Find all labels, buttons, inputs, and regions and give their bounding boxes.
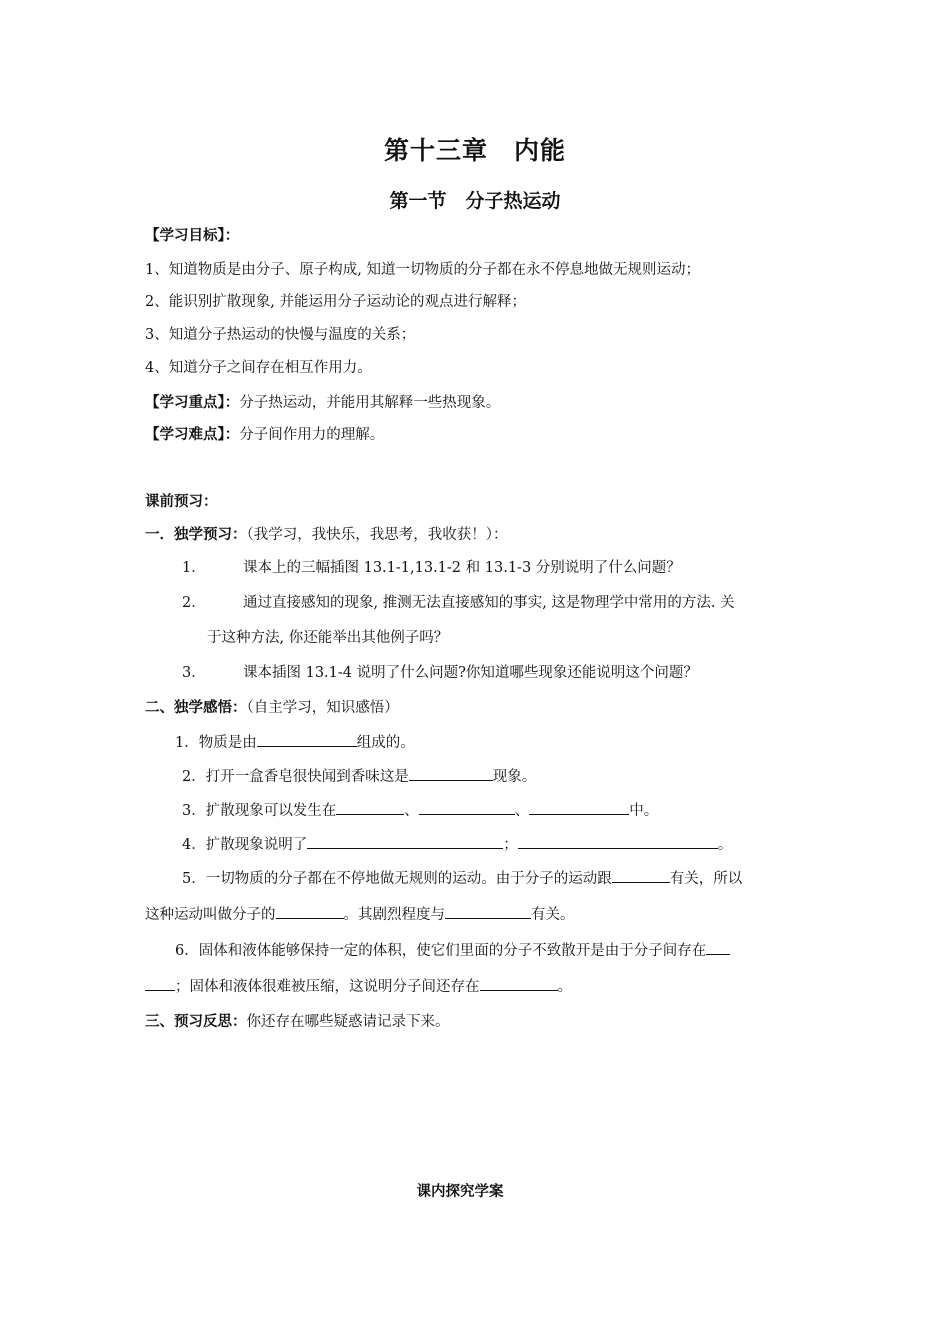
fill-item-5-continued: 这种运动叫做分子的 。其剧烈程度与 有关。: [145, 904, 575, 925]
answer-blank[interactable]: [612, 868, 670, 883]
answer-blank[interactable]: [257, 732, 357, 747]
fill-item-2: 2．打开一盒香皂很快闻到香味这是 现象。: [182, 766, 536, 787]
difficulty-label: 【学习难点】：: [145, 427, 240, 443]
key-point-text: 分子热运动，并能用其解释一些热现象。: [239, 395, 501, 411]
objective-item: 4、知道分子之间存在相互作用力。: [145, 360, 372, 376]
preview-heading: 课前预习：: [145, 494, 218, 510]
question-number: 2．: [182, 595, 206, 611]
objective-item: 2、能识别扩散现象, 并能运用分子运动论的观点进行解释；: [145, 294, 526, 310]
section-title: 第一节 分子热运动: [389, 190, 561, 212]
answer-blank[interactable]: [518, 834, 718, 849]
part2-heading: [145, 698, 399, 718]
answer-blank[interactable]: [145, 976, 175, 991]
question-number: 3．: [182, 665, 206, 681]
key-point: [145, 393, 500, 413]
part2-note: （自主学习，知识感悟）: [246, 700, 399, 716]
difficulty-text: 分子间作用力的理解。: [239, 427, 385, 443]
part3-text: 你还存在哪些疑惑请记录下来。: [246, 1014, 450, 1030]
chapter-title: 第十三章 内能: [383, 136, 566, 165]
answer-blank[interactable]: [529, 800, 629, 815]
answer-blank[interactable]: [409, 766, 493, 781]
part3-heading: [145, 1012, 450, 1032]
question-text: 通过直接感知的现象, 推测无法直接感知的事实, 这是物理学中常用的方法. 关: [243, 595, 735, 611]
question-text: 课本上的三幅插图 13.1-1,13.1-2 和 13.1-3 分别说明了什么问题？: [243, 560, 681, 576]
difficulty: [145, 425, 384, 445]
answer-blank[interactable]: [276, 904, 344, 919]
fill-item-3: 3．扩散现象可以发生在 、 、 中。: [182, 800, 658, 821]
answer-blank[interactable]: [307, 834, 503, 849]
footer-heading: 课内探究学案: [416, 1184, 504, 1200]
fill-item-4: 4．扩散现象说明了 ； 。: [182, 834, 732, 855]
fill-item-5: 5．一切物质的分子都在不停地做无规则的运动。由于分子的运动跟 有关，所以: [182, 868, 742, 889]
question-number: 1．: [182, 560, 206, 576]
question-text: 课本插图 13.1-4 说明了什么问题?你知道哪些现象还能说明这个问题？: [243, 665, 698, 681]
answer-blank[interactable]: [419, 800, 515, 815]
answer-blank[interactable]: [706, 940, 730, 955]
part2-label: 二、独学感悟：: [145, 700, 247, 716]
answer-blank[interactable]: [445, 904, 531, 919]
part1-note: （我学习，我快乐，我思考，我收获！）：: [246, 527, 508, 543]
question-text-continued: 于这种方法, 你还能举出其他例子吗？: [207, 630, 449, 646]
fill-item-1: 1．物质是由 组成的。: [175, 732, 415, 753]
key-point-label: 【学习重点】：: [145, 395, 240, 411]
part3-label: 三、预习反思：: [145, 1014, 247, 1030]
objective-item: 1、知道物质是由分子、原子构成, 知道一切物质的分子都在永不停息地做无规则运动；: [145, 262, 700, 278]
objectives-heading: 【学习目标】：: [145, 228, 240, 244]
objective-item: 3、知道分子热运动的快慢与温度的关系；: [145, 327, 416, 343]
answer-blank[interactable]: [480, 976, 558, 991]
part1-heading: [145, 525, 508, 545]
answer-blank[interactable]: [336, 800, 404, 815]
part1-label: 一．独学预习：: [145, 527, 247, 543]
fill-item-6-continued: ；固体和液体很难被压缩，这说明分子间还存在 。: [145, 976, 572, 997]
fill-item-6: 6．固体和液体能够保持一定的体积，使它们里面的分子不致散开是由于分子间存在: [175, 940, 730, 961]
